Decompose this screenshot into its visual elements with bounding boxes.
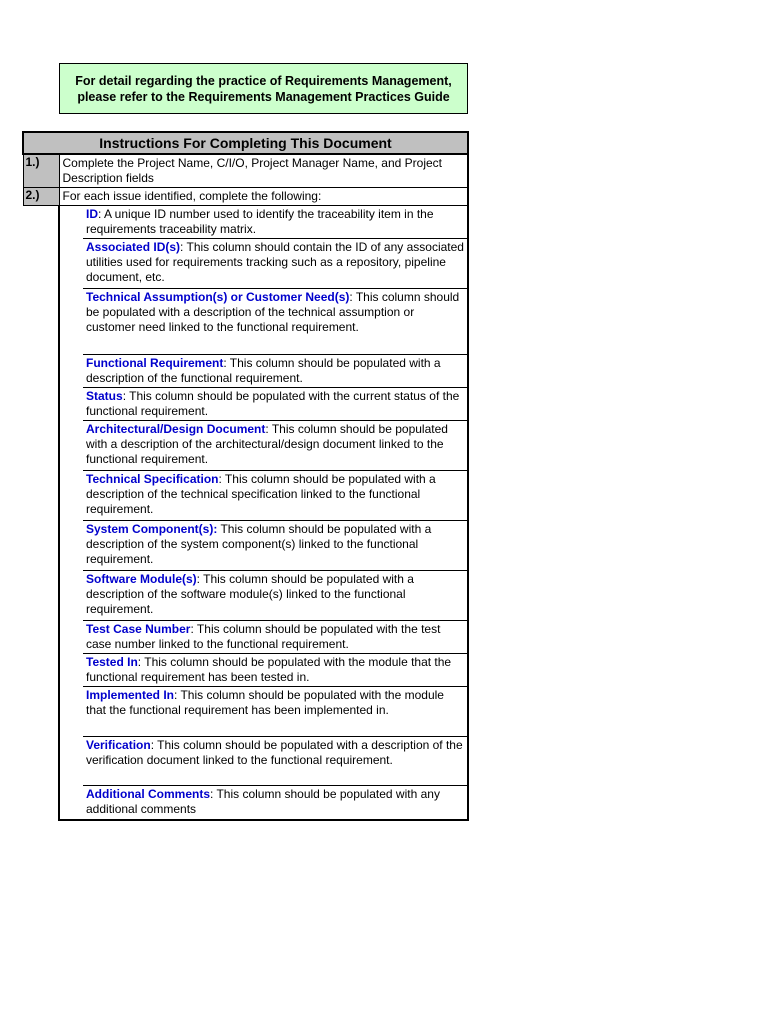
list-item: Associated ID(s): This column should contain the ID of any associated utilities used for requirements tracking such as a repository, pipeline document, etc. xyxy=(83,239,468,289)
step-number: 1.) xyxy=(23,154,59,188)
list-item: Technical Assumption(s) or Customer Need(s): This column should be populated with a description of the technical assumption or customer need linked to the functional requirement. xyxy=(83,289,468,355)
list-item: Functional Requirement: This column should be populated with a description of the functional requirement. xyxy=(83,355,468,388)
practices-guide-note xyxy=(59,63,468,114)
instructions-title: Instructions For Completing This Document xyxy=(23,132,468,154)
list-item: Verification: This column should be populated with a description of the verification document linked to the functional requirement. xyxy=(83,737,468,786)
list-item: Technical Specification: This column should be populated with a description of the technical specification linked to the functional requirement. xyxy=(83,471,468,521)
list-item: Architectural/Design Document: This column should be populated with a description of the architectural/design document linked to the functional requirement. xyxy=(83,421,468,471)
step-text: For each issue identified, complete the following: xyxy=(59,188,468,206)
blank-margin xyxy=(23,206,59,820)
instructions-table xyxy=(22,131,469,821)
note-line-2: please refer to the Requirements Management Practices Guide xyxy=(77,89,450,104)
step-text: Complete the Project Name, C/I/O, Project Manager Name, and Project Description fields xyxy=(59,154,468,188)
list-item: Software Module(s): This column should be populated with a description of the software module(s) linked to the functional requirement. xyxy=(83,571,468,621)
list-item: Status: This column should be populated with the current status of the functional requirement. xyxy=(83,388,468,421)
list-item: System Component(s): This column should be populated with a description of the system component(s) linked to the functional requirement. xyxy=(83,521,468,571)
list-item: Additional Comments: This column should be populated with any additional comments xyxy=(83,786,468,820)
list-item: ID: A unique ID number used to identify the traceability item in the requirements traceability matrix. xyxy=(83,206,468,239)
list-item: Tested In: This column should be populated with the module that the functional requirement has been tested in. xyxy=(83,654,468,687)
note-line-1: For detail regarding the practice of Requirements Management, xyxy=(75,73,452,88)
step-number: 2.) xyxy=(23,188,59,206)
list-item: Implemented In: This column should be populated with the module that the functional requirement has been implemented in. xyxy=(83,687,468,737)
list-item: Test Case Number: This column should be populated with the test case number linked to the functional requirement. xyxy=(83,621,468,654)
